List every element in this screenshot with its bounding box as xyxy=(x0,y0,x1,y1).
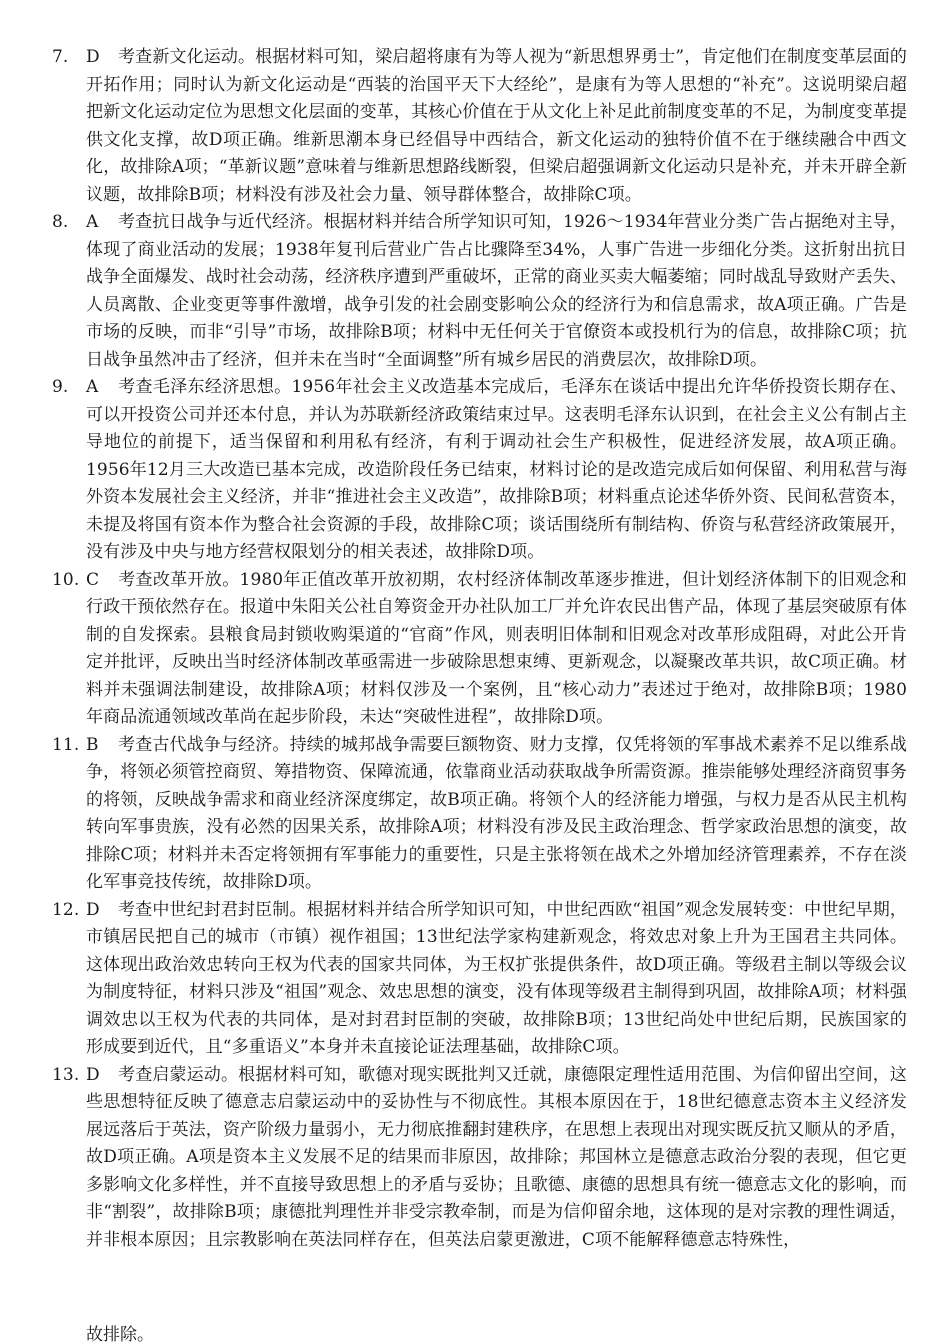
item-number: 11. xyxy=(52,734,80,755)
explanation-item-7 xyxy=(52,44,907,209)
item-answer: A xyxy=(86,377,99,397)
item-text: 考查古代战争与经济。持续的城邦战争需要巨额物资、财力支撑，仅凭将领的军事战术素养不足以维系战争，将领必须管控商贸、筹措物资、保障流通，依靠商业活动获取战争所需资源。推崇能够处理经济商贸事务的将领，反映战争需求和商业经济深度绑定，故B项正确。将领个人的经济能力增强，与权力是否从民主机构转向军事贵族，没有必然的因果关系，故排除A项；材料没有涉及民主政治理念、哲学家政治思想的演变，故排除C项；材料并未否定将领拥有军事能力的重要性，只是主张将领在战术之外增加经济管理素养，不存在淡化军事竞技传统，故排除D项。 xyxy=(86,734,907,892)
explanation-item-8 xyxy=(52,209,907,374)
explanation-item-9 xyxy=(52,374,907,567)
item-answer: C xyxy=(86,569,100,590)
item-text: 考查中世纪封君封臣制。根据材料并结合所学知识可知，中世纪西欧“祖国”观念发展转变：中世纪早期，市镇居民把自己的城市（市镇）视作祖国；13世纪法学家构建新观念，将效忠对象上升为王国君主共同体。这体现出政治效忠转向王权为代表的国家共同体，为王权扩张提供条件，故D项正确。等级君主制以等级会议为制度特征，材料只涉及“祖国”观念、效忠思想的演变，没有体现等级君主制得到巩固，故排除A项；材料强调效忠以王权为代表的共同体，是对封君封臣制的突破，故排除B项；13世纪尚处中世纪后期，民族国家的形成要到近代，且“多重语义”本身并未直接论证法理基础，故排除C项。 xyxy=(86,899,907,1057)
item-text: 考查抗日战争与近代经济。根据材料并结合所学知识可知，1926～1934年营业分类广告占据绝对主导，体现了商业活动的发展；1938年复刊后营业广告占比骤降至34%，人事广告进一步细化分类。这折射出抗日战争全面爆发、战时社会动荡，经济秩序遭到严重破坏，正常的商业买卖大幅萎缩；同时战乱导致财产丢失、人员离散、企业变更等事件激增，战争引发的社会剧变影响公众的经济行为和信息需求，故A项正确。广告是市场的反映，而非“引导”市场，故排除B项；材料中无任何关于官僚资本或投机行为的信息，故排除C项；抗日战争虽然冲击了经济，但并未在当时“全面调整”所有城乡居民的消费层次，故排除D项。 xyxy=(86,212,907,370)
item-answer: D xyxy=(86,1064,100,1085)
item-answer: A xyxy=(86,212,99,232)
explanation-item-10 xyxy=(52,567,907,732)
item-number: 8. xyxy=(52,212,69,232)
item-text: 考查毛泽东经济思想。1956年社会主义改造基本完成后，毛泽东在谈话中提出允许华侨投资长期存在、可以开投资公司并还本付息，并认为苏联新经济政策结束过早。这表明毛泽东认识到，在社会主义公有制占主导地位的前提下，适当保留和利用私有经济，有利于调动社会生产积极性，促进经济发展，故A项正确。1956年12月三大改造已基本完成，改造阶段任务已结束，材料讨论的是改造完成后如何保留、利用私营与海外资本发展社会主义经济，并非“推进社会主义改造”，故排除B项；材料重点论述华侨外资、民间私营资本，未提及将国有资本作为整合社会资源的手段，故排除C项；谈话围绕所有制结构、侨资与私营经济政策展开，没有涉及中央与地方经营权限划分的相关表述，故排除D项。 xyxy=(86,377,907,562)
item-text: 考查启蒙运动。根据材料可知，歌德对现实既批判又迁就，康德限定理性适用范围、为信仰留出空间，这些思想特征反映了德意志启蒙运动中的妥协性与不彻底性。其根本原因在于，18世纪德意志资本主义经济发展远落后于英法，资产阶级力量弱小，无力彻底推翻封建秩序，在思想上表现出对现实既反抗又顺从的矛盾，故D项正确。A项是资本主义发展不足的结果而非原因，故排除；邦国林立是德意志政治分裂的表现，但它更多影响文化多样性，并不直接导致思想上的矛盾与妥协；且歌德、康德的思想具有统一德意志文化的影响，而非“割裂”，故排除B项；康德批判理性并非受宗教牵制，而是为信仰留余地，这体现的是对宗教的理性调适，并非根本原因；且宗教影响在英法同样存在，但英法启蒙更激进，C项不能解释德意志特殊性， xyxy=(86,1064,907,1250)
item-text: 考查新文化运动。根据材料可知，梁启超将康有为等人视为“新思想界勇士”，肯定他们在制度变革层面的开拓作用；同时认为新文化运动是“西装的治国平天下大经纶”，是康有为等人思想的“补充”。这说明梁启超把新文化运动定位为思想文化层面的变革，其核心价值在于从文化上补足此前制度变革的不足，为制度变革提供文化支撑，故D项正确。维新思潮本身已经倡导中西结合，新文化运动的独特价值不在于继续融合中西文化，故排除A项；“革新议题”意味着与维新思想路线断裂，但梁启超强调新文化运动只是补充，并未开辟全新议题，故排除B项；材料没有涉及社会力量、领导群体整合，故排除C项。 xyxy=(86,47,907,205)
item-number: 12. xyxy=(52,899,80,920)
item-text: 考查改革开放。1980年正值改革开放初期，农村经济体制改革逐步推进，但计划经济体制下的旧观念和行政干预依然存在。报道中朱阳关公社自筹资金开办社队加工厂并允许农民出售产品，体现了基层突破原有体制的自发探索。县粮食局封锁收购渠道的“官商”作风，则表明旧体制和旧观念对改革形成阻碍，对此公开肯定并批评，反映出当时经济体制改革亟需进一步破除思想束缚、更新观念，以凝聚改革共识，故C项正确。材料并未强调法制建设，故排除A项；材料仅涉及一个案例，且“核心动力”表述过于绝对，故排除B项；1980年商品流通领域改革尚在起步阶段，未达“突破性进程”，故排除D项。 xyxy=(86,569,907,727)
item-number: 9. xyxy=(52,377,69,397)
cut-off-text: 故排除。 xyxy=(86,1325,154,1344)
answer-explanations xyxy=(52,44,907,1254)
explanation-item-11 xyxy=(52,732,907,897)
explanation-item-12 xyxy=(52,897,907,1062)
explanation-item-13 xyxy=(52,1062,907,1255)
item-number: 10. xyxy=(52,569,80,590)
item-answer: D xyxy=(86,47,100,67)
item-number: 7. xyxy=(52,47,69,67)
item-answer: B xyxy=(86,734,99,755)
item-number: 13. xyxy=(52,1064,80,1085)
item-answer: D xyxy=(86,899,100,920)
